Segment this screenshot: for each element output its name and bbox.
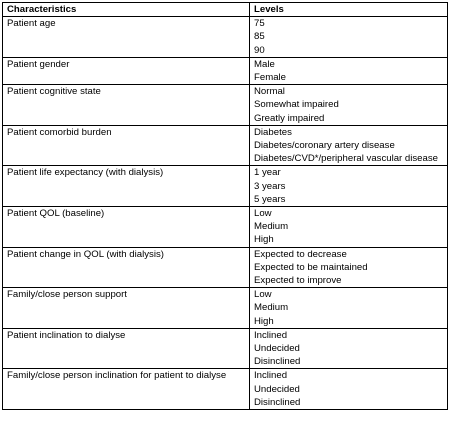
level-item: Medium bbox=[254, 221, 289, 233]
level-item: 85 bbox=[254, 31, 265, 43]
level-item: Low bbox=[254, 289, 272, 301]
level-item: Diabetes/coronary artery disease bbox=[254, 140, 395, 152]
characteristic-cell: Patient age bbox=[3, 17, 250, 58]
levels-cell bbox=[250, 17, 448, 58]
level-item: High bbox=[254, 234, 274, 246]
level-item: Disinclined bbox=[254, 356, 301, 368]
characteristics-levels-table bbox=[2, 2, 448, 410]
level-item: Inclined bbox=[254, 370, 288, 382]
table-row bbox=[3, 166, 448, 207]
header-characteristics: Characteristics bbox=[3, 3, 250, 17]
characteristic-cell: Patient cognitive state bbox=[3, 85, 250, 126]
characteristic-cell: Patient gender bbox=[3, 57, 250, 84]
level-item: Undecided bbox=[254, 343, 300, 355]
level-item: Medium bbox=[254, 302, 289, 314]
characteristic-cell: Patient comorbid burden bbox=[3, 125, 250, 166]
levels-cell bbox=[250, 85, 448, 126]
table-row bbox=[3, 85, 448, 126]
level-item: 75 bbox=[254, 18, 265, 30]
characteristic-cell: Patient life expectancy (with dialysis) bbox=[3, 166, 250, 207]
level-item: 5 years bbox=[254, 193, 286, 205]
header-row bbox=[3, 3, 448, 17]
level-item: Expected to be maintained bbox=[254, 261, 368, 273]
levels-cell bbox=[250, 247, 448, 288]
level-item: Expected to decrease bbox=[254, 248, 347, 260]
characteristic-cell: Family/close person support bbox=[3, 288, 250, 329]
level-item: Diabetes bbox=[254, 126, 292, 138]
level-item: Undecided bbox=[254, 383, 300, 395]
level-item: Somewhat impaired bbox=[254, 99, 339, 111]
levels-cell bbox=[250, 288, 448, 329]
levels-cell bbox=[250, 207, 448, 248]
table-row bbox=[3, 57, 448, 84]
level-item: Expected to improve bbox=[254, 275, 342, 287]
table-row bbox=[3, 125, 448, 166]
level-item: Female bbox=[254, 72, 286, 84]
levels-cell bbox=[250, 369, 448, 410]
level-item: Disinclined bbox=[254, 396, 301, 408]
characteristic-cell: Family/close person inclination for patient to dialyse bbox=[3, 369, 250, 410]
levels-cell bbox=[250, 125, 448, 166]
table-row bbox=[3, 288, 448, 329]
levels-cell bbox=[250, 57, 448, 84]
table-row bbox=[3, 328, 448, 369]
level-item: 1 year bbox=[254, 167, 281, 179]
level-item: Greatly impaired bbox=[254, 112, 325, 124]
level-item: Male bbox=[254, 58, 275, 70]
level-item: Normal bbox=[254, 86, 285, 98]
table-row bbox=[3, 369, 448, 410]
level-item: Low bbox=[254, 208, 272, 220]
header-levels: Levels bbox=[250, 3, 448, 17]
level-item: High bbox=[254, 315, 274, 327]
characteristic-cell: Patient change in QOL (with dialysis) bbox=[3, 247, 250, 288]
level-item: Inclined bbox=[254, 329, 288, 341]
level-item: Diabetes/CVD*/peripheral vascular disease bbox=[254, 153, 438, 165]
level-item: 90 bbox=[254, 44, 265, 56]
table-row bbox=[3, 247, 448, 288]
table-row bbox=[3, 17, 448, 58]
characteristic-cell: Patient QOL (baseline) bbox=[3, 207, 250, 248]
levels-cell bbox=[250, 328, 448, 369]
table-body bbox=[3, 17, 448, 410]
table-row bbox=[3, 207, 448, 248]
levels-cell bbox=[250, 166, 448, 207]
level-item: 3 years bbox=[254, 180, 286, 192]
characteristic-cell: Patient inclination to dialyse bbox=[3, 328, 250, 369]
